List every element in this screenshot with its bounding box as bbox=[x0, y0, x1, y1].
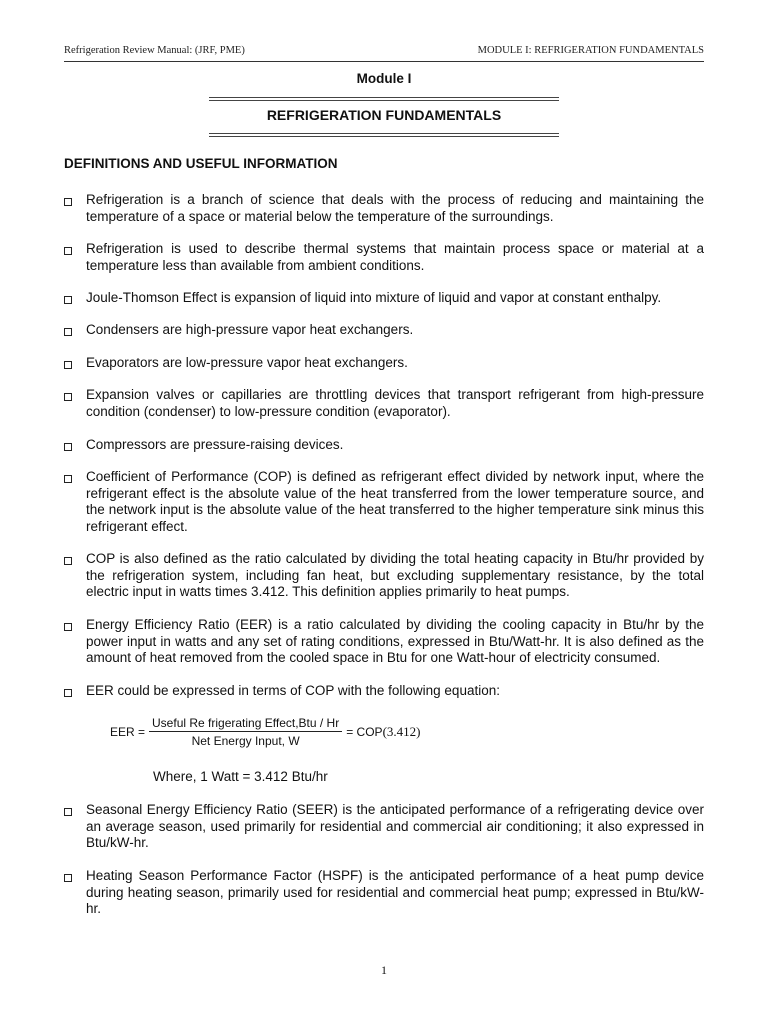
checkbox-bullet-icon bbox=[64, 874, 72, 882]
checkbox-bullet-icon bbox=[64, 557, 72, 565]
module-label: Module I bbox=[356, 71, 412, 86]
list-item bbox=[64, 868, 704, 918]
list-item-text: COP is also defined as the ratio calculated by dividing the total heating capacity in Btu/hr provided by the refrigeration system, including fan heat, but excluding supplementary resistance, by the total electric input in watts times 3.412. This definition applies primarily to heat pumps. bbox=[86, 551, 704, 599]
list-item bbox=[64, 322, 704, 339]
list-item bbox=[64, 617, 704, 667]
list-item bbox=[64, 387, 704, 420]
equation-fraction bbox=[149, 716, 342, 748]
title-rule-top bbox=[209, 97, 559, 101]
list-item bbox=[64, 469, 704, 535]
where-note: Where, 1 Watt = 3.412 Btu/hr bbox=[153, 769, 328, 784]
checkbox-bullet-icon bbox=[64, 808, 72, 816]
equation-denominator: Net Energy Input, W bbox=[191, 734, 300, 748]
list-item bbox=[64, 551, 704, 601]
list-item bbox=[64, 683, 704, 700]
list-item-text: Heating Season Performance Factor (HSPF) is the anticipated performance of a heat pump device during heating season, primarily used for residential and commercial heat pump; expressed in Btu/kW-hr. bbox=[86, 868, 704, 916]
checkbox-bullet-icon bbox=[64, 393, 72, 401]
list-item-text: Joule-Thomson Effect is expansion of liquid into mixture of liquid and vapor at constant enthalpy. bbox=[86, 290, 662, 305]
list-item-text: Compressors are pressure-raising devices. bbox=[86, 437, 344, 452]
list-item-text: Condensers are high-pressure vapor heat exchangers. bbox=[86, 322, 414, 337]
list-item-text: Expansion valves or capillaries are throttling devices that transport refrigerant from high-pressure condition (condenser) to low-pressure condition (evaporator). bbox=[86, 387, 704, 419]
list-item bbox=[64, 355, 704, 372]
checkbox-bullet-icon bbox=[64, 328, 72, 336]
running-header bbox=[64, 45, 704, 56]
list-item bbox=[64, 802, 704, 852]
checkbox-bullet-icon bbox=[64, 247, 72, 255]
running-header-left: Refrigeration Review Manual: (JRF, PME) bbox=[64, 45, 245, 56]
checkbox-bullet-icon bbox=[64, 198, 72, 206]
list-item-text: Coefficient of Performance (COP) is defined as refrigerant effect divided by network input, where the refrigerant effect is the absolute value of the heat transferred from the lower temperature source, and the network input is the absolute value of the heat transferred to the higher temperature sink minus this refrigerant effect. bbox=[86, 469, 704, 534]
page-title: REFRIGERATION FUNDAMENTALS bbox=[266, 107, 502, 123]
list-item bbox=[64, 192, 704, 225]
eer-equation bbox=[110, 716, 421, 748]
checkbox-bullet-icon bbox=[64, 623, 72, 631]
header-rule bbox=[64, 61, 704, 62]
title-rule-bottom bbox=[209, 133, 559, 137]
checkbox-bullet-icon bbox=[64, 689, 72, 697]
running-header-right: MODULE I: REFRIGERATION FUNDAMENTALS bbox=[477, 45, 704, 56]
list-item-text: Evaporators are low-pressure vapor heat exchangers. bbox=[86, 355, 408, 370]
checkbox-bullet-icon bbox=[64, 475, 72, 483]
list-item bbox=[64, 241, 704, 274]
equation-lhs: EER = bbox=[110, 725, 146, 739]
section-heading: DEFINITIONS AND USEFUL INFORMATION bbox=[64, 156, 338, 171]
equation-rhs: = COP bbox=[346, 725, 383, 739]
list-item-text: Seasonal Energy Efficiency Ratio (SEER) is the anticipated performance of a refrigerating device over an average season, used primarily for residential and commercial air conditioning; it also expressed in Btu/kW-hr. bbox=[86, 802, 704, 850]
page-number: 1 bbox=[381, 963, 387, 977]
list-item-text: Refrigeration is used to describe thermal systems that maintain process space or material at a temperature less than available from ambient conditions. bbox=[86, 241, 704, 273]
checkbox-bullet-icon bbox=[64, 361, 72, 369]
checkbox-bullet-icon bbox=[64, 296, 72, 304]
list-item-text: EER could be expressed in terms of COP with the following equation: bbox=[86, 683, 500, 698]
list-item bbox=[64, 290, 704, 307]
checkbox-bullet-icon bbox=[64, 443, 72, 451]
list-item-text: Refrigeration is a branch of science that deals with the process of reducing and maintaining the temperature of a space or material below the temperature of the surroundings. bbox=[86, 192, 704, 224]
list-item bbox=[64, 437, 704, 454]
list-item-text: Energy Efficiency Ratio (EER) is a ratio calculated by dividing the cooling capacity in Btu/hr by the power input in watts and any set of rating conditions, expressed in Btu/Watt-hr. It is also defined as the amount of heat removed from the cooled space in Btu for one Watt-hour of electricity consumed. bbox=[86, 617, 704, 665]
equation-numerator: Useful Re frigerating Effect,Btu / Hr bbox=[149, 716, 342, 732]
equation-factor: (3.412) bbox=[382, 724, 421, 739]
